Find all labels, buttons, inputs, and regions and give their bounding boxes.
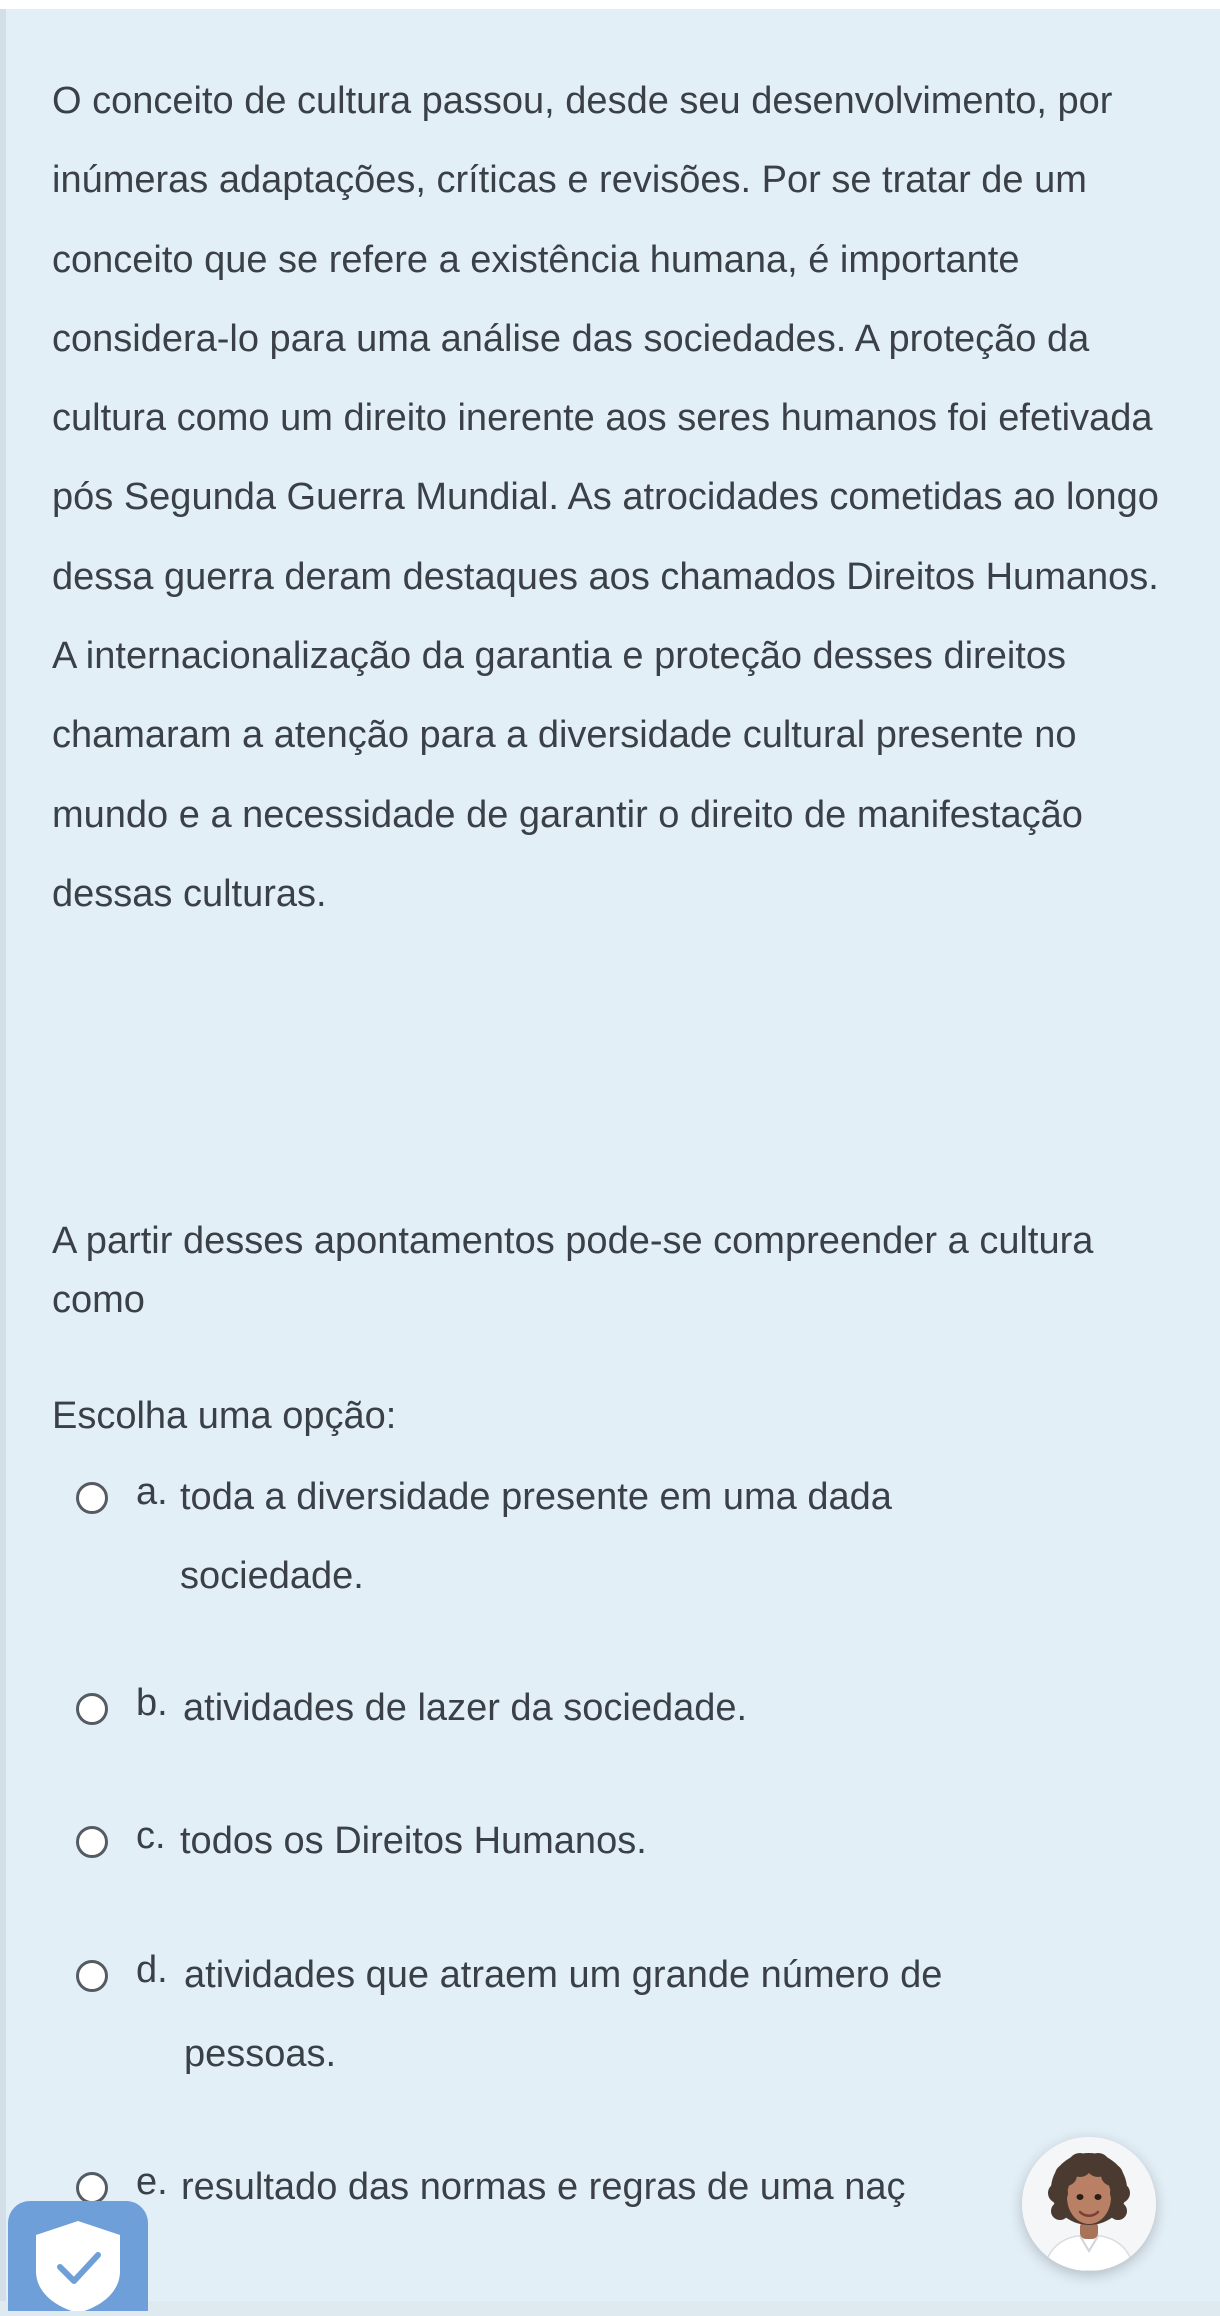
option-letter: d. xyxy=(136,1949,168,1991)
option-text: toda a diversidade presente em uma dada sociedade. xyxy=(180,1476,892,1597)
question-prompt: A partir desses apontamentos pode-se compreender a cultura como xyxy=(52,1220,1094,1321)
choose-option-label: Escolha uma opção: xyxy=(52,1395,397,1437)
option-c[interactable] xyxy=(0,1806,1220,1886)
option-text: atividades que atraem um grande número de pessoas. xyxy=(184,1954,943,2075)
radio-option-b[interactable] xyxy=(76,1693,108,1725)
assistant-avatar[interactable] xyxy=(1022,2137,1156,2271)
shield-check-icon xyxy=(8,2201,148,2311)
option-a[interactable] xyxy=(0,1462,1220,1622)
option-letter: e. xyxy=(136,2161,168,2203)
option-d[interactable] xyxy=(0,1940,1220,2100)
assistant-avatar-icon xyxy=(1022,2137,1156,2271)
option-letter: c. xyxy=(136,1815,166,1857)
option-text: todos os Direitos Humanos. xyxy=(180,1820,647,1862)
option-letter: a. xyxy=(136,1471,168,1513)
option-text: atividades de lazer da sociedade. xyxy=(183,1687,748,1729)
security-badge[interactable] xyxy=(8,2201,148,2311)
radio-option-d[interactable] xyxy=(76,1960,108,1992)
top-bar xyxy=(0,0,1220,9)
option-letter: b. xyxy=(136,1682,168,1724)
radio-option-e[interactable] xyxy=(76,2172,108,2204)
radio-option-c[interactable] xyxy=(76,1826,108,1858)
radio-option-a[interactable] xyxy=(76,1482,108,1514)
option-text: resultado das normas e regras de uma naç xyxy=(181,2166,906,2208)
option-b[interactable] xyxy=(0,1673,1220,1753)
question-passage: O conceito de cultura passou, desde seu desenvolvimento, por inúmeras adaptações, críticas e revisões. Por se tratar de um conceito que se refere a existência humana, é importante considera-lo para uma análise das sociedades. A proteção da cultura como um direito inerente aos seres humanos foi efetivada pós Segunda Guerra Mundial. As atrocidades cometidas ao longo dessa guerra deram destaques aos chamados Direitos Humanos. A internacionalização da garantia e proteção desses direitos chamaram a atenção para a diversidade cultural presente no mundo e a necessidade de garantir o direito de manifestação dessas culturas. xyxy=(52,80,1159,915)
